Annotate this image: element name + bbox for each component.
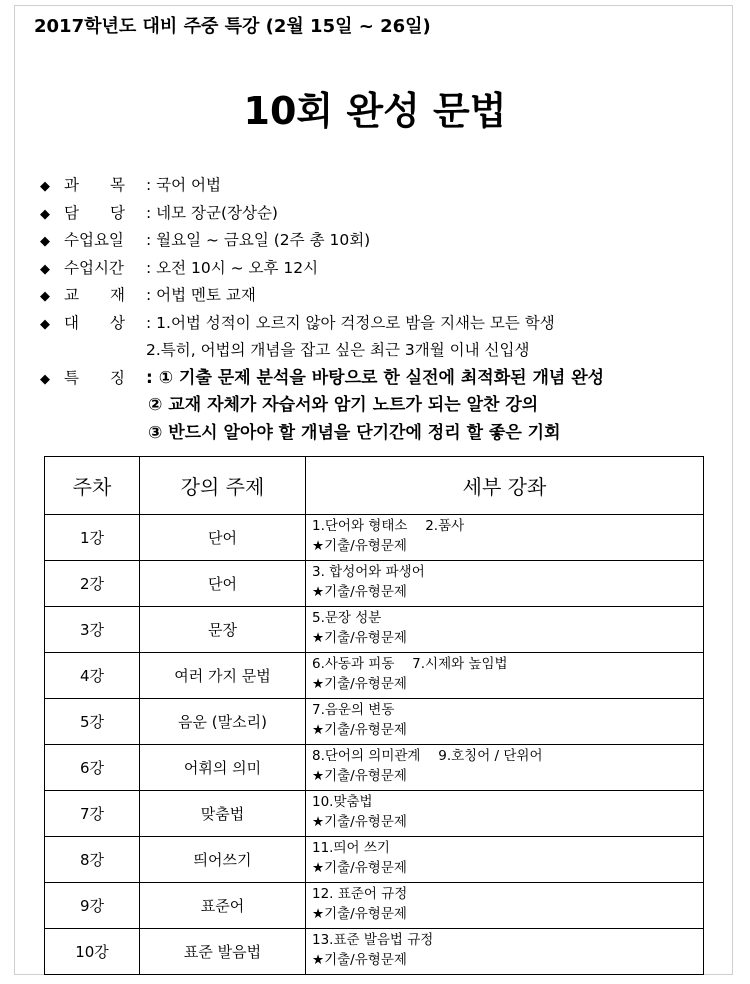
course-info (40, 172, 730, 447)
topic-cell: 문장 (140, 607, 306, 653)
detail-cell: 7.음운의 변동 ★기출/유형문제 (306, 699, 704, 745)
header-topic: 강의 주제 (140, 457, 306, 515)
week-cell: 7강 (45, 791, 140, 837)
week-cell: 9강 (45, 883, 140, 929)
detail-cell: 8.단어의 의미관계 9.호칭어 / 단위어 ★기출/유형문제 (306, 745, 704, 791)
topic-cell: 맞춤법 (140, 791, 306, 837)
table-row (45, 561, 704, 607)
info-row-subject: ◆ 과 목 : 국어 어법 (40, 172, 730, 200)
info-row-target: ◆ 대 상 : 1.어법 성적이 오르지 않아 걱정으로 밤을 지새는 모든 학생 (40, 310, 730, 338)
header-detail: 세부 강좌 (306, 457, 704, 515)
topic-cell: 여러 가지 문법 (140, 653, 306, 699)
table-row (45, 515, 704, 561)
diamond-bullet-icon: ◆ (40, 206, 50, 222)
diamond-bullet-icon: ◆ (40, 371, 50, 387)
table-row (45, 699, 704, 745)
diamond-bullet-icon: ◆ (40, 316, 50, 332)
table-row (45, 607, 704, 653)
week-cell: 1강 (45, 515, 140, 561)
diamond-bullet-icon: ◆ (40, 179, 50, 194)
table-row (45, 791, 704, 837)
week-cell: 5강 (45, 699, 140, 745)
detail-cell: 12. 표준어 규정 ★기출/유형문제 (306, 883, 704, 929)
topic-cell: 단어 (140, 561, 306, 607)
topic-cell: 단어 (140, 515, 306, 561)
detail-cell: 3. 합성어와 파생어 ★기출/유형문제 (306, 561, 704, 607)
topic-cell: 표준어 (140, 883, 306, 929)
detail-cell: 13.표준 발음법 규정 ★기출/유형문제 (306, 929, 704, 975)
schedule-table (44, 456, 704, 975)
info-row-days: ◆ 수업요일 : 월요일 ~ 금요일 (2주 총 10회) (40, 227, 730, 255)
topic-cell: 표준 발음법 (140, 929, 306, 975)
detail-cell: 6.사동과 피동 7.시제와 높임법 ★기출/유형문제 (306, 653, 704, 699)
detail-cell: 5.문장 성분 ★기출/유형문제 (306, 607, 704, 653)
week-cell: 6강 (45, 745, 140, 791)
table-row (45, 883, 704, 929)
feature-item-2: ② 교재 자체가 자습서와 암기 노트가 되는 알찬 강의 (148, 395, 539, 415)
info-row-time: ◆ 수업시간 : 오전 10시 ~ 오후 12시 (40, 255, 730, 283)
header-week: 주차 (45, 457, 140, 515)
week-cell: 3강 (45, 607, 140, 653)
table-row (45, 929, 704, 975)
detail-cell: 11.띄어 쓰기 ★기출/유형문제 (306, 837, 704, 883)
table-row (45, 837, 704, 883)
diamond-bullet-icon: ◆ (40, 234, 50, 249)
course-header: 2017학년도 대비 주중 특강 (2월 15일 ~ 26일) (34, 16, 431, 37)
topic-cell: 음운 (말소리) (140, 699, 306, 745)
week-cell: 10강 (45, 929, 140, 975)
table-header-row (45, 457, 704, 515)
info-row-instructor: ◆ 담 당 : 네모 장군(장상순) (40, 200, 730, 228)
detail-cell: 1.단어와 형태소 2.품사 ★기출/유형문제 (306, 515, 704, 561)
diamond-bullet-icon: ◆ (40, 261, 50, 277)
feature-item-3: ③ 반드시 알아야 할 개념을 단기간에 정리 할 좋은 기회 (148, 422, 561, 443)
course-title: 10회 완성 문법 (243, 89, 507, 133)
info-row-target-2: 2.특히, 어법의 개념을 잡고 싶은 최근 3개월 이내 신입생 (146, 341, 530, 359)
topic-cell: 어휘의 의미 (140, 745, 306, 791)
detail-cell: 10.맞춤법 ★기출/유형문제 (306, 791, 704, 837)
week-cell: 4강 (45, 653, 140, 699)
week-cell: 8강 (45, 837, 140, 883)
topic-cell: 띄어쓰기 (140, 837, 306, 883)
week-cell: 2강 (45, 561, 140, 607)
table-row (45, 745, 704, 791)
table-row (45, 653, 704, 699)
info-row-features: ◆ 특 징 : ① 기출 문제 분석을 바탕으로 한 실전에 최적화된 개념 완성 (40, 365, 730, 393)
info-row-textbook: ◆ 교 재 : 어법 멘토 교재 (40, 282, 730, 310)
diamond-bullet-icon: ◆ (40, 289, 50, 304)
